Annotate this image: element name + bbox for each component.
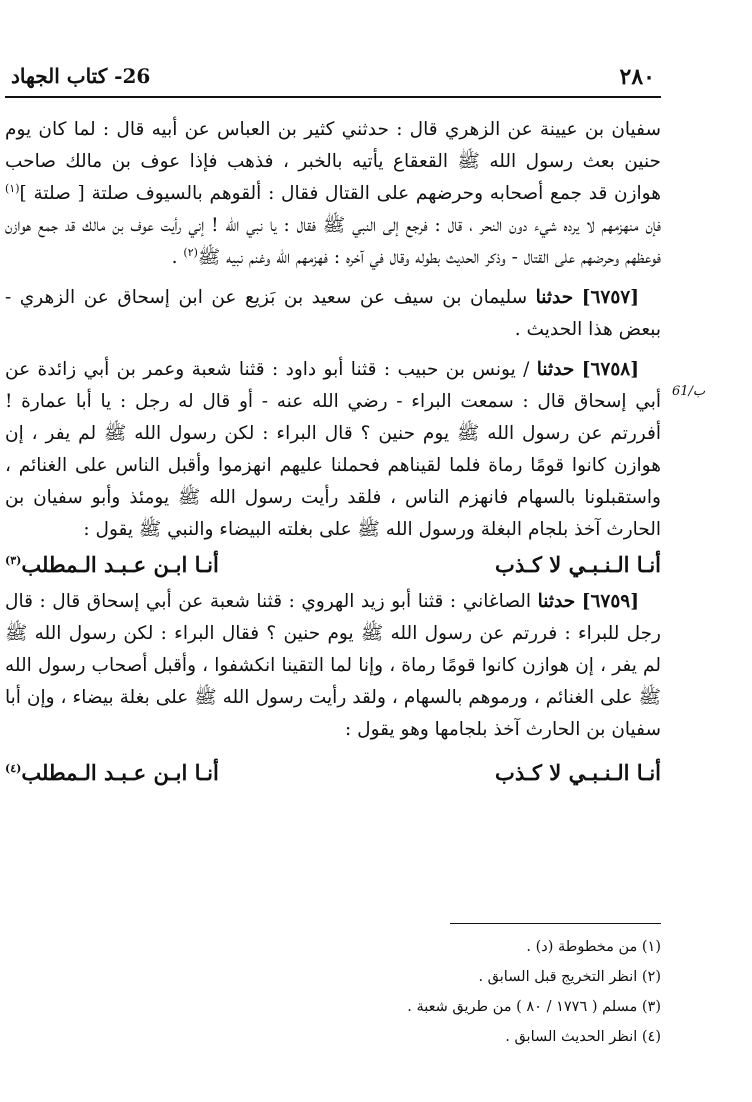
hadith-number: [٦٧٥٧] <box>581 287 639 308</box>
margin-reference: 61/ب <box>672 384 706 399</box>
paragraph-text: . <box>171 247 184 268</box>
page-header <box>5 62 661 98</box>
hadith-text: سليمان بن سيف عن سعيد بن بَزيع عن ابن إسحاق عن الزهري - ببعض هذا الحديث . <box>5 287 661 340</box>
hadith-keyword: حدثنا <box>536 359 575 380</box>
hadith-text: / يونس بن حبيب : قثنا أبو داود : قثنا شعبة وعمر بن أبي زائدة عن أبي إسحاق قال : سمعت البراء - رضي الله عنه - أو قال له رجل : يا أبا عمارة ! أفررتم عن رسول الله ﷺ يوم حنين ؟ قال البراء : لكن رسول الله ﷺ لم يفر ، إن هوازن كانوا قومًا رماة فلما لقيناهم فحملنا عليهم انهزموا وأقبل الناس على الغنائم ، واستقبلونا بالسهام فانهزم الناس ، فلقد رأيت رسول الله ﷺ يومئذ وأبو سفيان بن الحارث آخذ بلجام البغلة ورسول الله ﷺ على بغلته البيضاء والنبي ﷺ يقول : <box>5 359 661 540</box>
footnote: (٤) انظر الحديث السابق . <box>505 1029 661 1045</box>
hadith-keyword: حدثنا <box>535 287 574 308</box>
book-title: 26- كتاب الجهاد <box>11 64 151 88</box>
verse-hemistich-left <box>5 548 219 582</box>
hadith-6759 <box>5 586 661 746</box>
verse-text: أنـا ابـن عـبـد الـمطلب <box>21 552 219 577</box>
paragraph-text: فإن منهزمهم لا يرده شيء دون النحر ، قال : فرجع إلى النبي ﷺ فقال : يا نبي الله ! إني رأيت عوف بن مالك قد جمع هوازن فوعظهم وحرضهم على القتال - وذكر الحديث بطوله وقال في آخره : فهزمهم الله وغنم نبيه ﷺ <box>5 215 661 268</box>
hadith-number: [٦٧٥٩] <box>581 591 639 612</box>
verse-text: أنـا ابـن عـبـد الـمطلب <box>21 760 219 785</box>
paragraph-text: سفيان بن عيينة عن الزهري قال : حدثني كثير بن العباس عن أبيه قال : لما كان يوم حنين بعث رسول الله ﷺ القعقاع يأتيه بالخبر ، فذهب فإذا عوف بن مالك صاحب هوازن قد جمع أصحابه وحرضهم على القتال فقال : ألقوهم بالسيوف صلتة [ صلتة ] <box>5 119 661 204</box>
footnote-marker: (١) <box>5 181 20 195</box>
footnote: (١) من مخطوطة (د) . <box>526 939 661 955</box>
footnote-marker: (٣) <box>5 554 22 567</box>
hadith-6758 <box>5 354 661 546</box>
verse-hemistich-right: أنـا الـنـبـي لا كـذب <box>495 552 661 577</box>
main-text <box>5 114 661 794</box>
footnote: (٢) انظر التخريج قبل السابق . <box>478 969 661 985</box>
page-number: ٢٨٠ <box>619 64 655 90</box>
hadith-text: الصاغاني : قثنا أبو زيد الهروي : قثنا شعبة عن أبي إسحاق قال : قال رجل للبراء : فررتم عن رسول الله ﷺ يوم حنين ؟ فقال البراء : لكن رسول الله ﷺ لم يفر ، إن هوازن كانوا قومًا رماة ، وإنا لما التقينا انكشفوا ، وأقبل أصحاب رسول الله ﷺ على الغنائم ، ورموهم بالسهام ، ولقد رأيت رسول الله ﷺ على بغلة بيضاء ، وإن أبا سفيان بن الحارث آخذ بلجامها وهو يقول : <box>5 591 661 740</box>
verse-line <box>5 548 661 582</box>
footnote-marker: (٤) <box>5 762 22 775</box>
footnote-divider <box>450 923 661 924</box>
hadith-6757 <box>5 282 661 346</box>
footnote: (٣) مسلم ( ١٧٧٦ / ٨٠ ) من طريق شعبة . <box>407 999 661 1015</box>
hadith-number: [٦٧٥٨] <box>581 359 639 380</box>
verse-line <box>5 756 661 790</box>
verse-hemistich-right: أنـا الـنـبـي لا كـذب <box>495 760 661 785</box>
footnotes <box>5 932 661 1052</box>
paragraph-intro <box>5 114 661 274</box>
verse-hemistich-left <box>5 756 219 790</box>
footnote-marker: (٢) <box>183 245 198 259</box>
hadith-keyword: حدثنا <box>537 591 576 612</box>
